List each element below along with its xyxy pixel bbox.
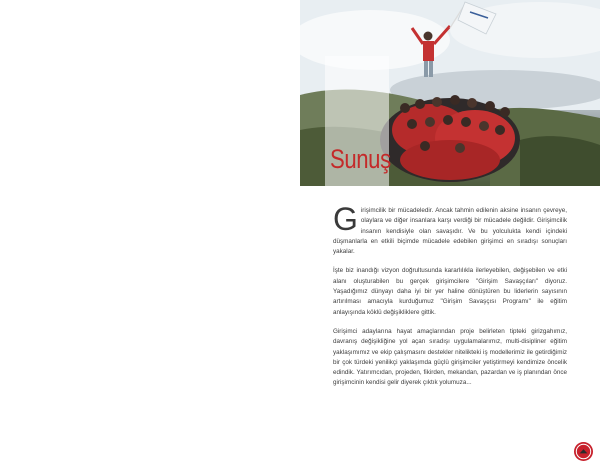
drop-cap: G [333,201,358,237]
paragraph-2: İşte biz inandığı vizyon doğrultusunda kararlılıkla ilerleyebilen, değişebilen ve etki alanı oluşturabilen bu gerçek girişimcilere "Girişim Savaşçıları" diyoruz. Yaşadığımız dünyayı daha iyi bir yer haline dönüştüren bu liderlerin sayısının artırılması amacıyla kurduğumuz "Girişim Savaşçısı Programı" ile eğitim anlayışında köklü değişikliklere gittik. [333,267,567,316]
paragraph-3: Girişimci adaylarına hayat amaçlarından proje belirleten tipteki girizgahımız, davranış değişikliğine yol açan sıradışı uygulamalarımız, multi-disipliner eğitim yaklaşımımız ve ekip çalışmasını destekler nitelikteki iş modellerimiz ile getirdiğimiz bir çok türdeki yenilikçi yaklaşımda güçlü girişimciler yetiştirmeyi kendimize öncelik edindik. Yatırımcıdan, projeden, fikirden, mekandan, pazardan ve iş planından önce girişimcinin kendisi gelir diyerek çıktık yolumuza... [333,327,567,387]
chevron-up-icon [574,442,593,461]
paragraph-1-text: irişimcilik bir mücadeledir. Ancak tahmin edilenin aksine insanın çevreye, olaylara ve diğer insanlara karşı verdiği bir mücadele değildir. Girişimcilik insanın kendisiyle olan savaşıdır. Ve bu yolculukta kendi içindeki düşmanlarla en etkili biçimde mücadele edebilen girişimci en sıradışı sonuçları yakalar. [333,207,567,256]
paragraph-1 [333,201,567,257]
body-text [333,201,567,398]
scroll-top-button[interactable] [574,442,593,461]
section-title: Sunuş [330,144,391,174]
